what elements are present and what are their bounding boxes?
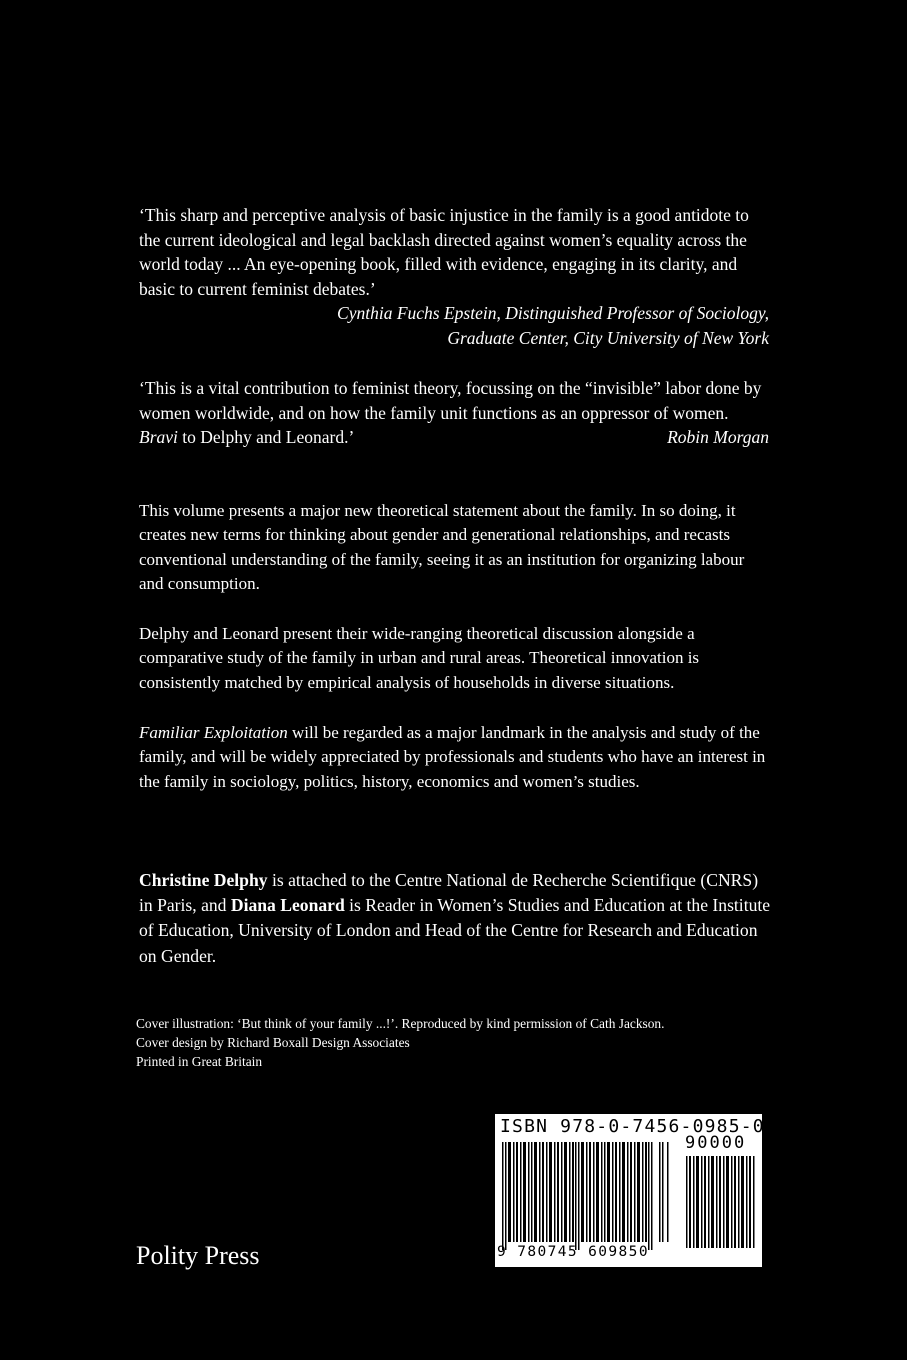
credit-illustration: Cover illustration: ‘But think of your family ...!’. Reproduced by kind permission of Cath Jackson. xyxy=(136,1016,665,1031)
endorsement-1-affiliation: Graduate Center, City University of New York xyxy=(447,328,769,348)
description-paragraph-1: This volume presents a major new theoretical statement about the family. In so doing, it creates new terms for thinking about gender and generational relationships, and recasts conventional understanding of the family, seeing it as an institution for organizing labour and consumption. xyxy=(139,501,745,593)
author-bio-text-2: is Reader in Women’s Studies and Education at the Institute of Education, University of London and Head of the Centre for Research and Education on Gender. xyxy=(139,895,771,966)
endorsement-2-author: Robin Morgan xyxy=(667,427,769,447)
author-bio xyxy=(139,868,771,969)
description-paragraph-3-text: will be regarded as a major landmark in the analysis and study of the family, and will be widely appreciated by professionals and students who have an interest in the family in sociology, politics, history, economics and women’s studies. xyxy=(139,723,766,791)
endorsement-1-author: Cynthia Fuchs Epstein, Distinguished Professor of Sociology, xyxy=(337,303,769,323)
book-title: Familiar Exploitation xyxy=(139,723,288,742)
endorsement-1-quote: ‘This sharp and perceptive analysis of basic injustice in the family is a good antidote to the current ideological and legal backlash directed against women’s equality across the world today ... An eye-opening book, filled with evidence, engaging in its clarity, and basic to current feminist debates.’ xyxy=(139,205,749,299)
publisher-logo: Polity Press xyxy=(136,1241,260,1270)
endorsement-2-quote-italic: Bravi xyxy=(139,427,178,448)
credit-design: Cover design by Richard Boxall Design Associates xyxy=(136,1035,410,1050)
isbn-label: ISBN 978-0-7456-0985-0 xyxy=(500,1116,765,1137)
description-paragraph-2: Delphy and Leonard present their wide-ranging theoretical discussion alongside a comparative study of the family in urban and rural areas. Theoretical innovation is consistently matched by empirical analysis of households in diverse situations. xyxy=(139,624,700,692)
endorsement-2-quote-start: ‘This is a vital contribution to feminist theory, focussing on the “invisible” labor done by women worldwide, and on how the family unit functions as an oppressor of women. xyxy=(139,378,762,423)
endorsement-2-quote-end: to Delphy and Leonard.’ xyxy=(177,427,355,448)
barcode-panel xyxy=(495,1114,765,1267)
barcode-addon-number: 90000 xyxy=(685,1133,747,1153)
description-paragraph-3 xyxy=(139,721,771,794)
barcode-digits: 9 780745 609850 xyxy=(497,1244,649,1260)
author-name-1: Christine Delphy xyxy=(139,870,268,890)
author-name-2: Diana Leonard xyxy=(230,895,345,916)
credit-printed: Printed in Great Britain xyxy=(136,1054,263,1069)
author-bio-text-1: is attached to the Centre National de Recherche Scientifique (CNRS) in Paris, and xyxy=(139,870,759,916)
